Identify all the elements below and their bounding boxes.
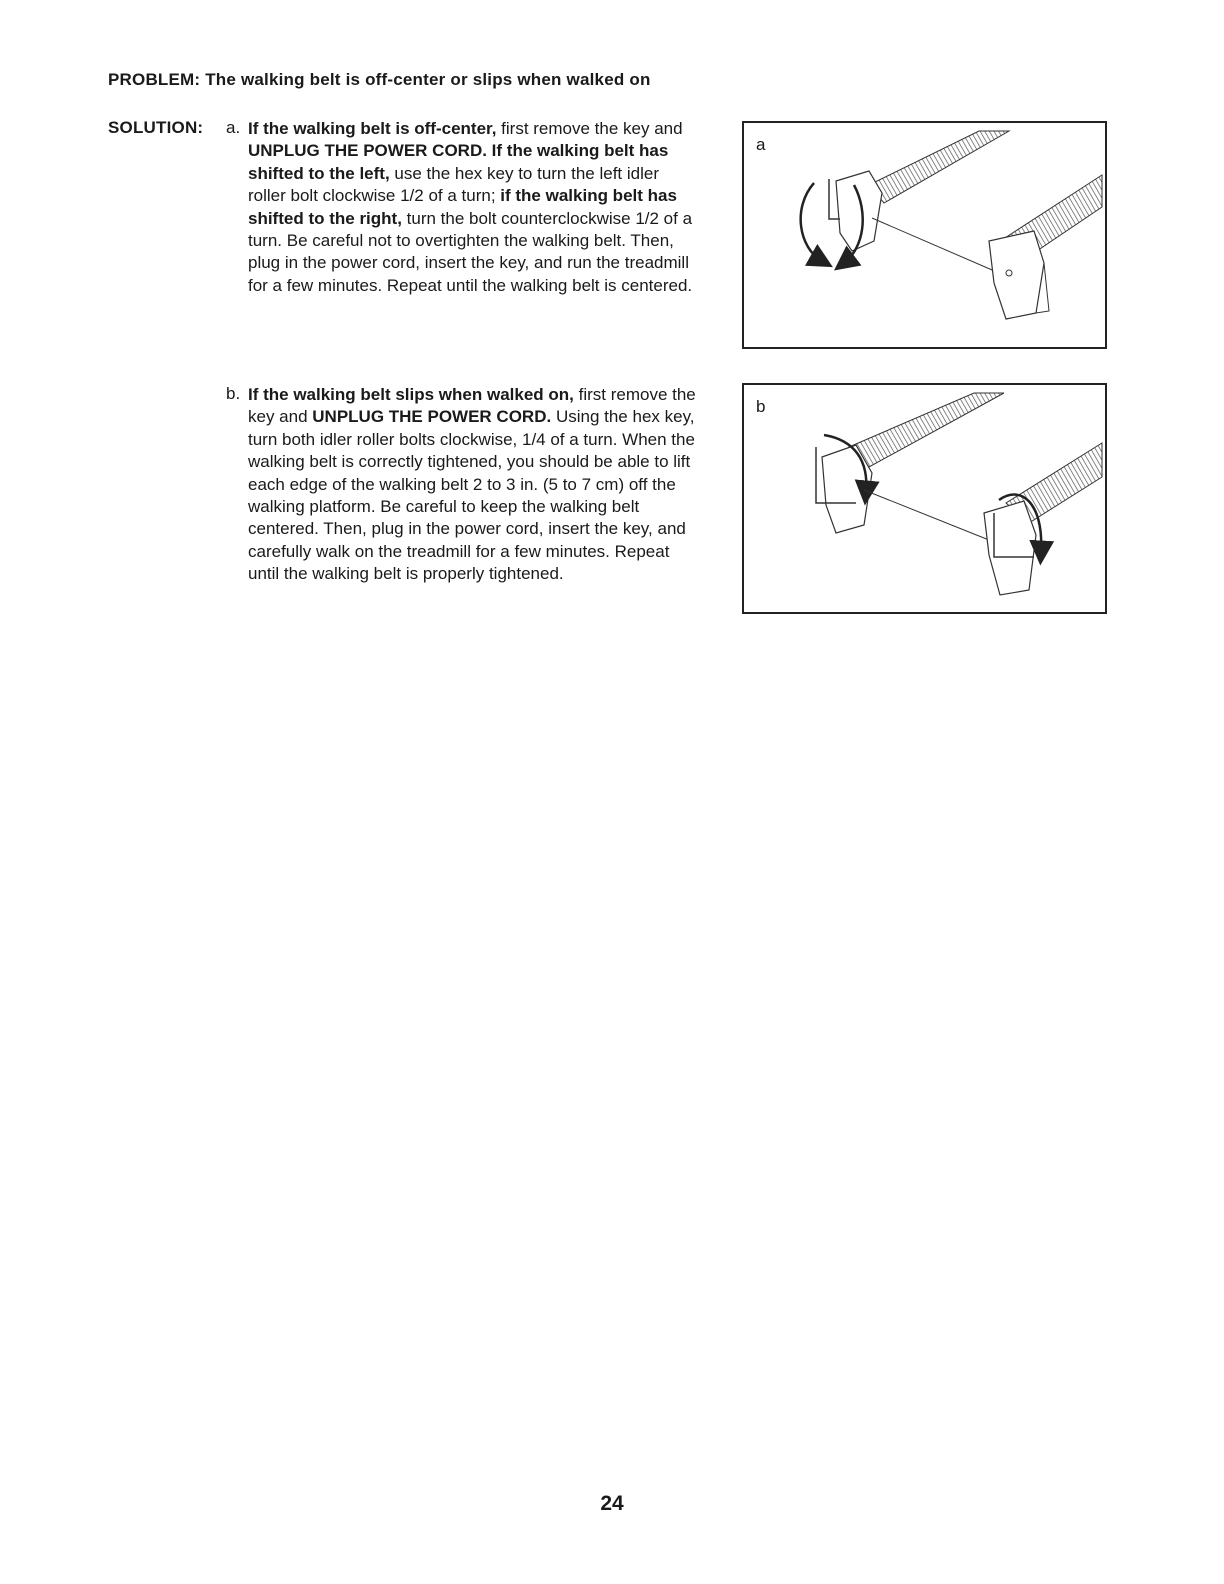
figure-b (742, 383, 1107, 614)
treadmill-illustration-a (744, 123, 1105, 347)
page-number: 24 (600, 1492, 624, 1515)
step-b-warning: UNPLUG THE POWER CORD. (312, 407, 552, 427)
step-a-warning: UNPLUG THE POWER CORD. If the walking belt has shifted to the left, (248, 141, 669, 183)
step-a-paragraph: If the walking belt is off-center, first remove the key and UNPLUG THE POWER CORD. If the walking belt has shifted to the left, use the hex key to turn the left idler roller bolt clockwise 1/2 of a turn; if the walking belt has shifted to the right, turn the bolt counterclockwise 1/2 of a turn. Be careful not to overtighten the walking belt. Then, plug in the power cord, insert the key, and run the treadmill for a few minutes. Repeat until the walking belt is centered. (248, 119, 693, 295)
figure-a-label: a (756, 135, 766, 154)
step-a-marker: a. (226, 118, 241, 137)
figure-b-label: b (756, 397, 766, 416)
solution-label: SOLUTION: (108, 118, 204, 137)
step-a-condition-right: if the walking belt has shifted to the right, (248, 186, 677, 228)
problem-text: The walking belt is off-center or slips when walked on (205, 70, 651, 89)
treadmill-illustration-b (744, 385, 1105, 612)
problem-label: PROBLEM: (108, 70, 201, 89)
step-a-condition: If the walking belt is off-center, (248, 119, 497, 138)
figure-a (742, 121, 1107, 349)
step-b-paragraph: If the walking belt slips when walked on, first remove the key and UNPLUG THE POWER CORD. Using the hex key, turn both idler roller bolts clockwise, 1/4 of a turn. When the walking belt is correctly tightened, you should be able to lift each edge of the walking belt 2 to 3 in. (5 to 7 cm) off the walking platform. Be careful to keep the walking belt centered. Then, plug in the power cord, insert the key, and carefully walk on the treadmill for a few minutes. Repeat until the walking belt is properly tightened. (248, 385, 696, 584)
step-b-condition: If the walking belt slips when walked on, (248, 385, 574, 404)
step-b-marker: b. (226, 384, 241, 403)
problem-heading (108, 70, 651, 90)
